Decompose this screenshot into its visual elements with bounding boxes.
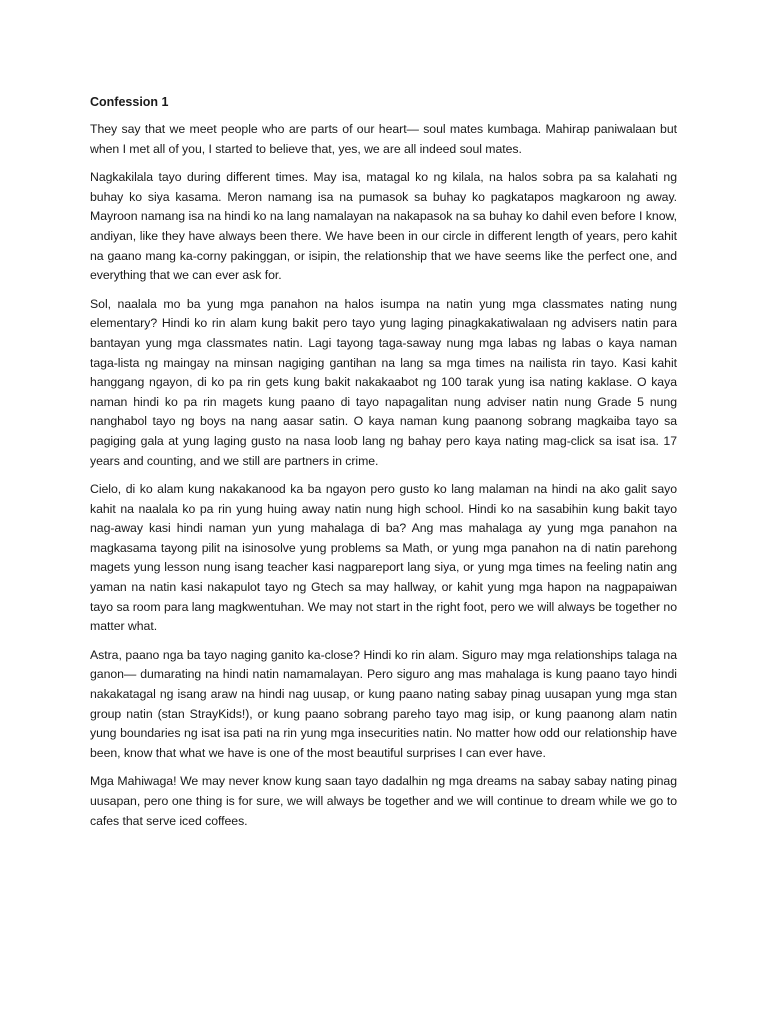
paragraph-circle: Nagkakilala tayo during different times. May isa, matagal ko ng kilala, na halos sobra pa sa kalahati ng buhay ko siya kasama. Meron namang isa na pumasok sa buhay ko pagkatapos magkaroon ng away. Mayroon namang isa na hindi ko na lang namalayan na nakapasok na sa buhay ko dahil even before I know, andiyan, like they have always been there. We have been in our circle in different length of years, pero kahit na gaano mang ka-corny pakinggan, or isipin, the relationship that we have seems like the perfect one, and everything that we can ever ask for.: [90, 170, 677, 283]
paragraph-cielo: Cielo, di ko alam kung nakakanood ka ba ngayon pero gusto ko lang malaman na hindi na ako galit sayo kahit na naalala ko pa rin yung huing away natin nung high school. Hindi ko na sasabihin kung bakit tayo nag-away kasi hindi naman yun yung mahalaga di ba? Ang mas mahalaga ay yung mga panahon na magkasama tayong pilit na isinosolve yung problems sa Math, or yung mga panahon na di natin parehong magets yung lesson nung isang teacher kasi nagpareport lang siya, or yung mga times na feeling natin ang yaman na natin kasi nakapulot tayo ng Gtech sa may hallway, or kahit yung mga hapon na nagpapaiwan tayo sa room para lang magkwentuhan. We may not start in the right foot, pero we will always be together no matter what.: [90, 482, 677, 634]
document-title: Confession 1: [90, 95, 169, 109]
document-page: [90, 93, 677, 840]
paragraph-astra: Astra, paano nga ba tayo naging ganito ka-close? Hindi ko rin alam. Siguro may mga relationships talaga na ganon— dumarating na hindi natin namamalayan. Pero siguro ang mas mahalaga is kung paano tayo hindi nakakatagal ng isang araw na hindi nag uusap, or kung paano nating sabay pinag uusapan yung mga stan group natin (stan StrayKids!), or kung paano sobrang pareho tayo mag isip, or kung paanong alam natin yung boundaries ng isat isa pati na rin yung mga insecurities natin. No matter how odd our relationship have been, know that what we have is one of the most beautiful surprises I can ever have.: [90, 647, 677, 760]
paragraph-intro: They say that we meet people who are parts of our heart— soul mates kumbaga. Mahirap paniwalaan but when I met all of you, I started to believe that, yes, we are all indeed soul mates.: [90, 122, 677, 156]
paragraph-sol: Sol, naalala mo ba yung mga panahon na halos isumpa na natin yung mga classmates nating nung elementary? Hindi ko rin alam kung bakit pero tayo yung laging pinagkakatiwalaan ng advisers natin para bantayan yung mga classmates natin. Lagi tayong taga-saway nung mga labas ng labas o kaya naman taga-lista ng maingay na minsan nagiging gantihan na lang sa mga times na nailista rin tayo. Kasi kahit hanggang ngayon, di ko pa rin gets kung bakit nakakaabot ng 100 tarak yung isa nating kaklase. O kaya naman hindi ko pa rin magets kung paano di tayo napagalitan nung adviser natin nung Grade 5 nung nanghabol tayo ng boys na nang aasar satin. O kaya naman kung paanong sobrang magkaiba tayo sa pagiging gala at yung laging gusto na nasa loob lang ng bahay pero kaya nating mag-click sa isat isa. 17 years and counting, and we still are partners in crime.: [90, 296, 677, 468]
paragraph-mga-mahiwaga: Mga Mahiwaga! We may never know kung saan tayo dadalhin ng mga dreams na sabay sabay nating pinag uusapan, pero one thing is for sure, we will always be together and we will continue to dream while we go to cafes that serve iced coffees.: [90, 774, 677, 828]
